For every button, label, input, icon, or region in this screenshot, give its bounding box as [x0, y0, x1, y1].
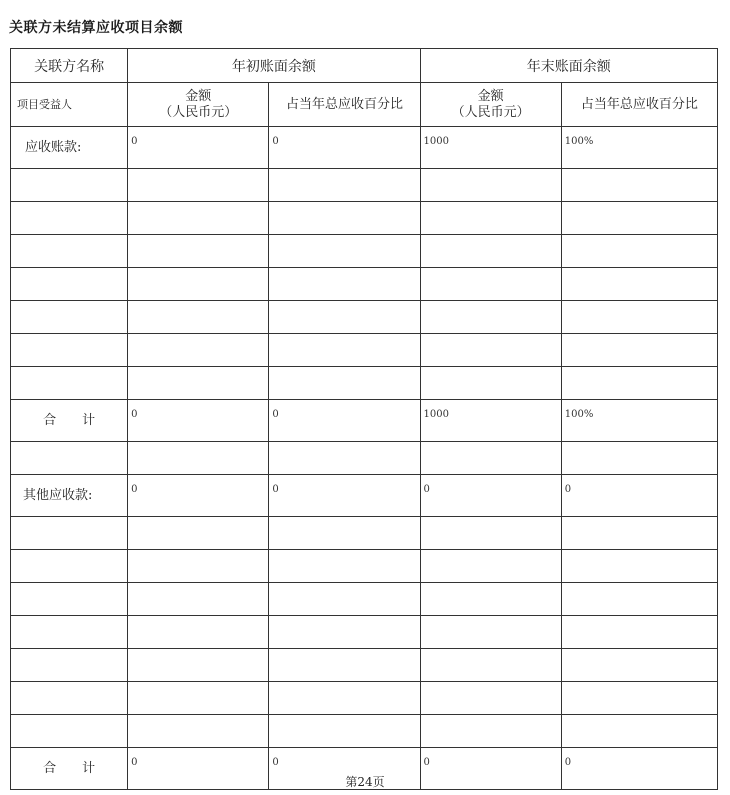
cell-begin-amount: 0	[128, 400, 269, 442]
table-row-empty	[11, 367, 718, 400]
header-amount-label: 金额	[185, 88, 212, 104]
cell-end-percent: 100%	[561, 127, 717, 169]
header-currency-label: （人民币元）	[451, 104, 530, 120]
cell-end-amount: 1000	[420, 127, 561, 169]
header-row-2	[11, 83, 718, 127]
cell-begin-percent: 0	[269, 127, 420, 169]
table-row-empty	[11, 715, 718, 748]
header-amount-label: 金额	[477, 88, 504, 104]
table-row-total	[11, 400, 718, 442]
header-end-amount	[420, 83, 561, 127]
header-beginning-balance: 年初账面余额	[128, 49, 420, 83]
header-begin-percent: 占当年总应收百分比	[269, 83, 420, 127]
table-row	[11, 475, 718, 517]
table-row-empty	[11, 583, 718, 616]
header-name: 关联方名称	[11, 49, 128, 83]
section-label-receivables: 应收账款:	[11, 127, 128, 169]
cell-begin-amount: 0	[128, 475, 269, 517]
page-number: 第24页	[345, 775, 385, 789]
cell-begin-percent: 0	[269, 748, 420, 790]
section-label-other-receivables: 其他应收款:	[11, 475, 128, 517]
cell-end-amount: 0	[420, 748, 561, 790]
table-row-empty	[11, 202, 718, 235]
document-title: 关联方未结算应收项目余额	[9, 20, 183, 36]
receivables-table	[10, 48, 718, 790]
table-row-empty	[11, 235, 718, 268]
cell-end-percent: 0	[561, 475, 717, 517]
header-beneficiary: 项目受益人	[11, 83, 128, 127]
cell-begin-percent: 0	[269, 400, 420, 442]
table-row-empty	[11, 550, 718, 583]
total-label: 合 计	[11, 400, 128, 442]
table-row-empty	[11, 268, 718, 301]
table-row	[11, 127, 718, 169]
table-row-empty	[11, 649, 718, 682]
header-currency-label: （人民币元）	[159, 104, 238, 120]
header-row-1	[11, 49, 718, 83]
header-ending-balance: 年末账面余额	[420, 49, 717, 83]
header-end-percent: 占当年总应收百分比	[561, 83, 717, 127]
header-begin-amount	[128, 83, 269, 127]
table-row-empty	[11, 616, 718, 649]
cell-end-amount: 0	[420, 475, 561, 517]
table-row-empty	[11, 334, 718, 367]
total-label: 合 计	[11, 748, 128, 790]
table-row-empty	[11, 169, 718, 202]
table-row-empty	[11, 442, 718, 475]
table-row-empty	[11, 301, 718, 334]
cell-end-percent: 0	[561, 748, 717, 790]
table-row-empty	[11, 517, 718, 550]
cell-end-amount: 1000	[420, 400, 561, 442]
cell-begin-amount: 0	[128, 127, 269, 169]
cell-begin-percent: 0	[269, 475, 420, 517]
table-row-empty	[11, 682, 718, 715]
cell-end-percent: 100%	[561, 400, 717, 442]
cell-begin-amount: 0	[128, 748, 269, 790]
